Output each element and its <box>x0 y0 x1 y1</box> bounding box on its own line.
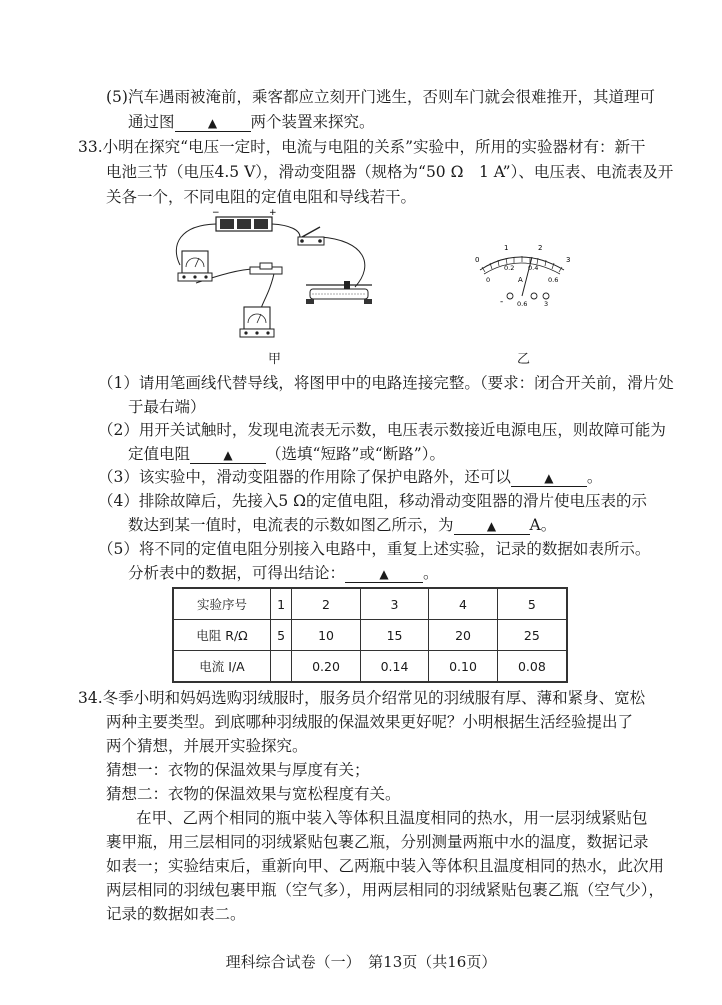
scale-bottom-0-4: 0.4 <box>528 264 539 272</box>
q34-line2: 两种主要类型。到底哪种羽绒服的保温效果更好呢？小明根据生活经验提出了 <box>106 713 634 731</box>
table-cell: 15 <box>360 620 429 651</box>
svg-text:+: + <box>269 208 277 218</box>
q34-guess1: 猜想一：衣物的保温效果与厚度有关； <box>106 761 370 779</box>
figure-label-yi: 乙 <box>517 352 531 367</box>
table-cell: 0.20 <box>292 651 361 683</box>
q33-2-line2 <box>128 444 445 464</box>
table-cell: 0.10 <box>429 651 498 683</box>
scale-top-1: 1 <box>504 244 509 252</box>
q33-5-pre: 分析表中的数据，可得出结论： <box>128 564 346 582</box>
answer-blank-q33-5[interactable] <box>345 565 423 583</box>
q33-5-line2 <box>128 563 439 583</box>
table-header-trial: 实验序号 <box>173 588 271 620</box>
q33-2-pre: 定值电阻 <box>128 445 191 463</box>
svg-text:−: − <box>212 208 220 218</box>
table-cell: 10 <box>292 620 361 651</box>
table-row <box>173 651 567 683</box>
table-cell: 2 <box>292 588 361 620</box>
triangle-icon: ▲ <box>544 471 554 485</box>
table-cell: 0.08 <box>497 651 567 683</box>
triangle-icon: ▲ <box>379 567 389 581</box>
triangle-icon: ▲ <box>223 448 233 462</box>
table-cell: 1 <box>271 588 292 620</box>
q33-5-line1: （5）将不同的定值电阻分别接入电路中，重复上述实验，记录的数据如表所示。 <box>98 540 651 558</box>
q34-guess2: 猜想二：衣物的保温效果与宽松程度有关。 <box>106 785 401 803</box>
q33-3-pre: （3）该实验中，滑动变阻器的作用除了保护电路外，还可以 <box>98 468 511 486</box>
q34-desc5: 记录的数据如表二。 <box>106 905 246 923</box>
table-row <box>173 620 567 651</box>
scale-top-0: 0 <box>475 256 480 264</box>
table-cell <box>271 651 292 683</box>
q32-5-line2 <box>128 112 375 132</box>
table-row <box>173 588 567 620</box>
scale-top-3: 3 <box>566 256 571 264</box>
terminal-3: 3 <box>544 300 549 308</box>
table-cell: 5 <box>497 588 567 620</box>
triangle-icon: ▲ <box>486 519 497 533</box>
triangle-icon: ▲ <box>207 116 218 130</box>
data-table <box>172 587 568 683</box>
scale-bottom-0-6: 0.6 <box>548 276 559 284</box>
q33-2-line1: （2）用开关试触时，发现电流表无示数，电压表示数接近电源电压，则故障可能为 <box>98 421 666 439</box>
answer-blank-q32-5[interactable] <box>175 114 251 132</box>
q34-desc2: 裹甲瓶，用三层相同的羽绒紧贴包裹乙瓶，分别测量两瓶中水的温度，数据记录 <box>106 833 649 851</box>
battery-icon <box>212 208 277 231</box>
unit-label: A <box>518 276 523 284</box>
ammeter-dial-figure-yi <box>466 236 586 316</box>
q33-4-pre: 数达到某一值时，电流表的示数如图乙所示，为 <box>128 516 454 534</box>
table-cell: 25 <box>497 620 567 651</box>
q33-1-line2: 于最右端） <box>128 398 206 416</box>
answer-blank-q33-2[interactable] <box>190 446 266 464</box>
q34-line3: 两个猜想，并展开实验探究。 <box>106 737 308 755</box>
voltmeter-device-icon <box>240 307 274 337</box>
table-header-resistance: 电阻 R/Ω <box>173 620 271 651</box>
q33-4-line1: （4）排除故障后，先接入5 Ω的定值电阻，移动滑动变阻器的滑片使电压表的示 <box>98 492 648 510</box>
rheostat-icon <box>306 281 372 304</box>
q33-line1: 33.小明在探究“电压一定时，电流与电阻的关系”实验中，所用的实验器材有：新干 <box>78 138 646 156</box>
q33-1-line1: （1）请用笔画线代替导线，将图甲中的电路连接完整。（要求：闭合开关前，滑片处 <box>98 374 674 392</box>
q33-line3: 关各一个，不同电阻的定值电阻和导线若干。 <box>106 188 417 206</box>
q33-line2: 电池三节（电压4.5 V），滑动变阻器（规格为“50 Ω 1 A”）、电压表、电流表及开 <box>106 163 674 181</box>
q34-desc1: 在甲、乙两个相同的瓶中装入等体积且温度相同的热水，用一层羽绒紧贴包 <box>136 809 648 827</box>
q32-5-line2-pre: 通过图 <box>128 113 175 131</box>
answer-blank-q33-3[interactable] <box>511 469 587 487</box>
terminal-minus: - <box>500 297 504 307</box>
circuit-figure-jia <box>160 205 390 345</box>
switch-icon <box>298 227 324 245</box>
table-header-current: 电流 I/A <box>173 651 271 683</box>
table-cell: 0.14 <box>360 651 429 683</box>
scale-top-2: 2 <box>538 244 543 252</box>
q32-5-line1: (5)汽车遇雨被淹前，乘客都应立刻开门逃生，否则车门就会很难推开，其道理可 <box>106 88 655 106</box>
q33-2-post: （选填“短路”或“断路”）。 <box>266 445 445 463</box>
q34-line1: 34.冬季小明和妈妈选购羽绒服时，服务员介绍常见的羽绒服有厚、薄和紧身、宽松 <box>78 689 646 707</box>
answer-blank-q33-4[interactable] <box>454 517 530 535</box>
ammeter-device-icon <box>178 251 212 281</box>
table-cell: 20 <box>429 620 498 651</box>
resistor-icon <box>250 263 282 274</box>
figure-label-jia: 甲 <box>268 352 282 367</box>
q34-desc3: 如表一；实验结束后，重新向甲、乙两瓶中装入等体积且温度相同的热水，此次用 <box>106 857 665 875</box>
q33-4-line2 <box>128 515 556 535</box>
q33-4-post: A。 <box>529 516 557 534</box>
table-cell: 5 <box>271 620 292 651</box>
q34-desc4: 两层相同的羽绒包裹甲瓶（空气多），用两层相同的羽绒紧贴包裹乙瓶（空气少）， <box>106 881 665 899</box>
q33-3-post: 。 <box>586 468 603 486</box>
terminal-0-6: 0.6 <box>517 300 528 308</box>
table-cell: 4 <box>429 588 498 620</box>
q33-3-line <box>98 467 602 487</box>
page-footer: 理科综合试卷（一） 第13页（共16页） <box>225 953 497 971</box>
table-cell: 3 <box>360 588 429 620</box>
q33-5-post: 。 <box>423 564 439 582</box>
q32-5-line2-post: 两个装置来探究。 <box>250 113 375 131</box>
scale-bottom-0-2: 0.2 <box>504 264 515 272</box>
scale-bottom-0: 0 <box>486 276 491 284</box>
